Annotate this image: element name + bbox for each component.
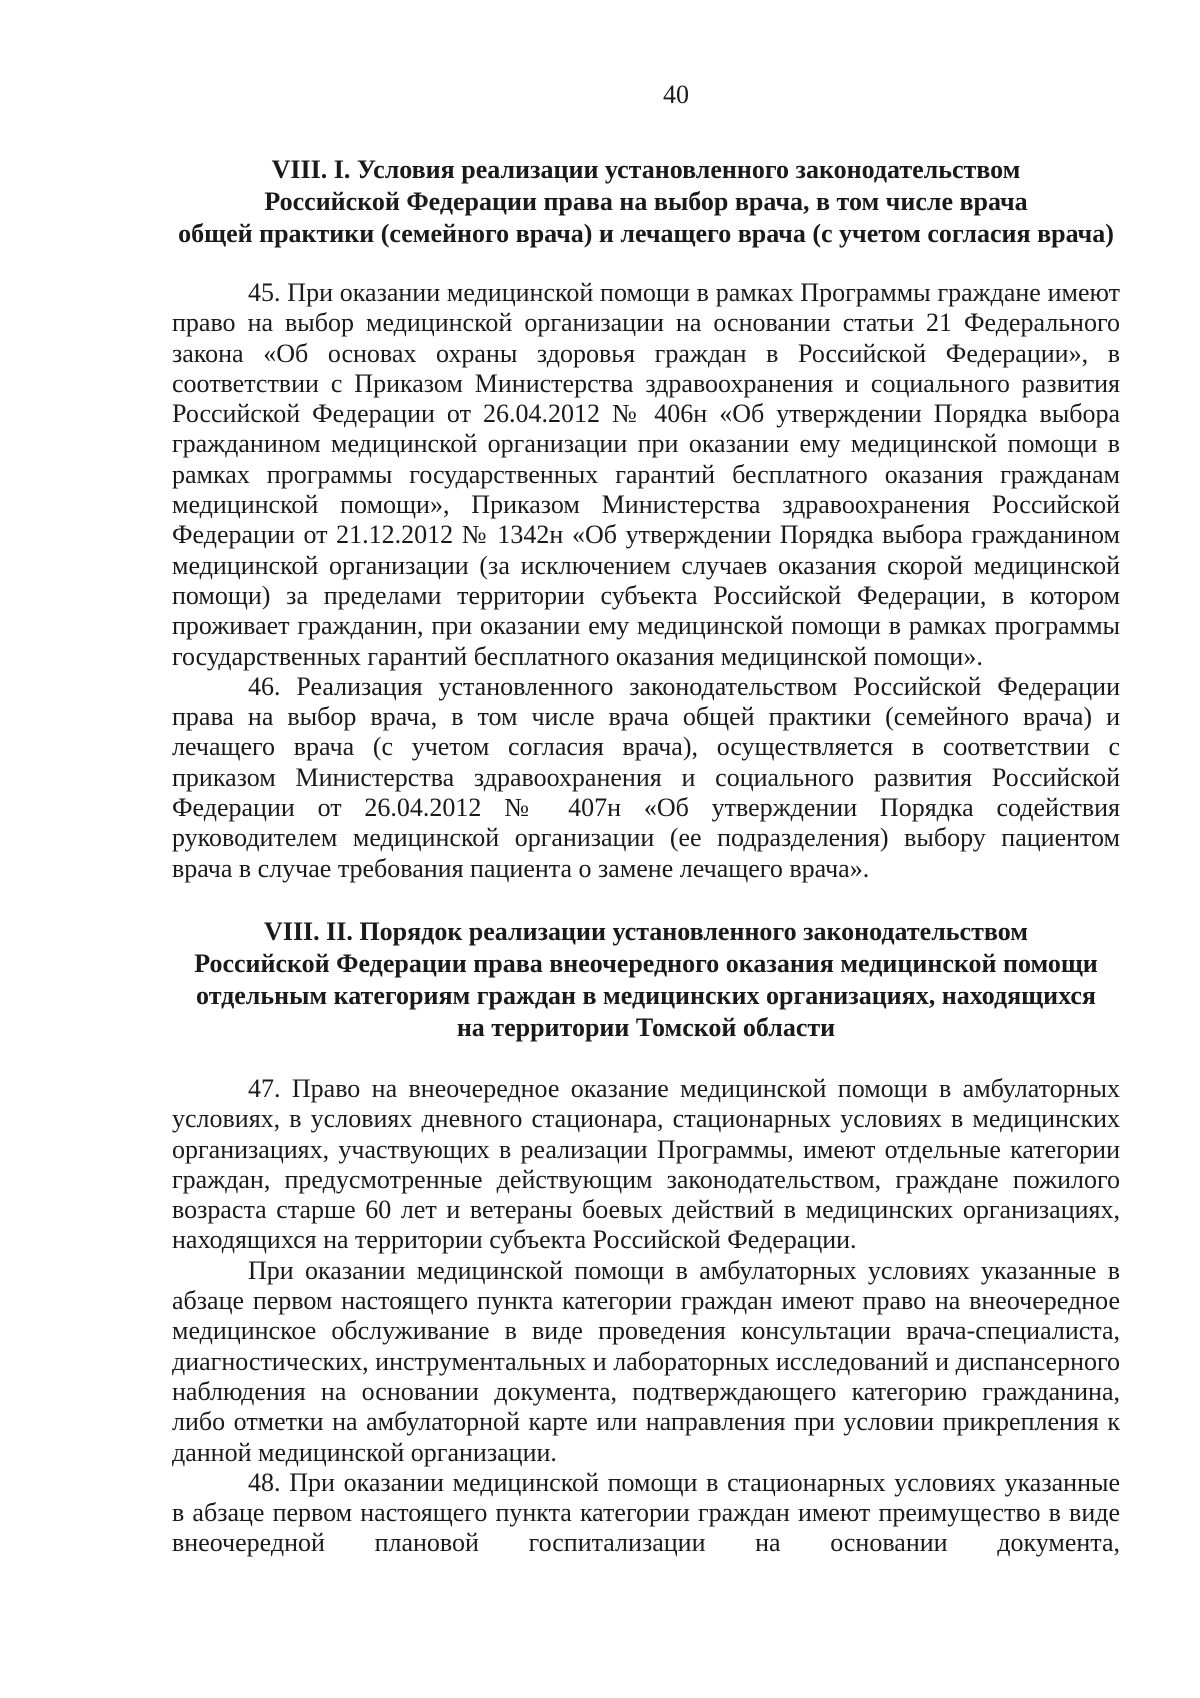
paragraph-47-outpatient: При оказании медицинской помощи в амбулаторных условиях указанные в абзаце первом настоящего пункта категории граждан имеют право на внеочередное медицинское обслуживание в виде проведения консультации врача-специалиста, диагностических, инструментальных и лабораторных исследований и диспансерного наблюдения на основании документа, подтверждающего категорию гражданина, либо отметки на амбулаторной карте или направления при условии прикрепления к данной медицинской организации. bbox=[172, 1255, 1120, 1467]
paragraph-45: 45. При оказании медицинской помощи в рамках Программы граждане имеют право на выбор медицинской организации на основании статьи 21 Федерального закона «Об основах охраны здоровья граждан в Российской Федерации», в соответствии с Приказом Министерства здравоохранения и социального развития Российской Федерации от 26.04.2012 № 406н «Об утверждении Порядка выбора гражданином медицинской организации при оказании ему медицинской помощи в рамках программы государственных гарантий бесплатного оказания гражданам медицинской помощи», Приказом Министерства здравоохранения Российской Федерации от 21.12.2012 № 1342н «Об утверждении Порядка выбора гражданином медицинской организации (за исключением случаев оказания скорой медицинской помощи) за пределами территории субъекта Российской Федерации, в котором проживает гражданин, при оказании ему медицинской помощи в рамках программы государственных гарантий бесплатного оказания медицинской помощи». bbox=[172, 278, 1120, 671]
page-number: 40 bbox=[663, 80, 689, 109]
heading-line: общей практики (семейного врача) и лечащего врача (с учетом согласия врача) bbox=[178, 219, 1114, 248]
document-page bbox=[172, 80, 1120, 1559]
heading-line: VIII. II. Порядок реализации установленного законодательством bbox=[264, 916, 1028, 946]
heading-line: Российской Федерации права на выбор врача, в том числе врача bbox=[264, 187, 1028, 216]
heading-line: отдельным категориям граждан в медицинских организациях, находящихся bbox=[196, 980, 1096, 1010]
heading-line: VIII. I. Условия реализации установленного законодательством bbox=[271, 155, 1021, 184]
paragraph-47: 47. Право на внеочередное оказание медицинской помощи в амбулаторных условиях, в условиях дневного стационара, стационарных условиях в медицинских организациях, участвующих в реализации Программы, имеют отдельные категории граждан, предусмотренные действующим законодательством, граждане пожилого возраста старше 60 лет и ветераны боевых действий в медицинских организациях, находящихся на территории субъекта Российской Федерации. bbox=[172, 1073, 1120, 1255]
section-heading-priority-care bbox=[172, 916, 1120, 1044]
section-heading-choice-of-doctor bbox=[172, 154, 1120, 250]
paragraph-48: 48. При оказании медицинской помощи в стационарных условиях указанные в абзаце первом настоящего пункта категории граждан имеют преимущество в виде внеочередной плановой госпитализации на основании документа, bbox=[172, 1467, 1120, 1558]
heading-line: на территории Томской области bbox=[456, 1012, 836, 1042]
heading-line: Российской Федерации права внеочередного оказания медицинской помощи bbox=[194, 948, 1098, 978]
paragraph-46: 46. Реализация установленного законодательством Российской Федерации права на выбор врача, в том числе врача общей практики (семейного врача) и лечащего врача (с учетом согласия врача), осуществляется в соответствии с приказом Министерства здравоохранения и социального развития Российской Федерации от 26.04.2012 № 407н «Об утверждении Порядка содействия руководителем медицинской организации (ее подразделения) выбору пациентом врача в случае требования пациента о замене лечащего врача». bbox=[172, 671, 1120, 883]
